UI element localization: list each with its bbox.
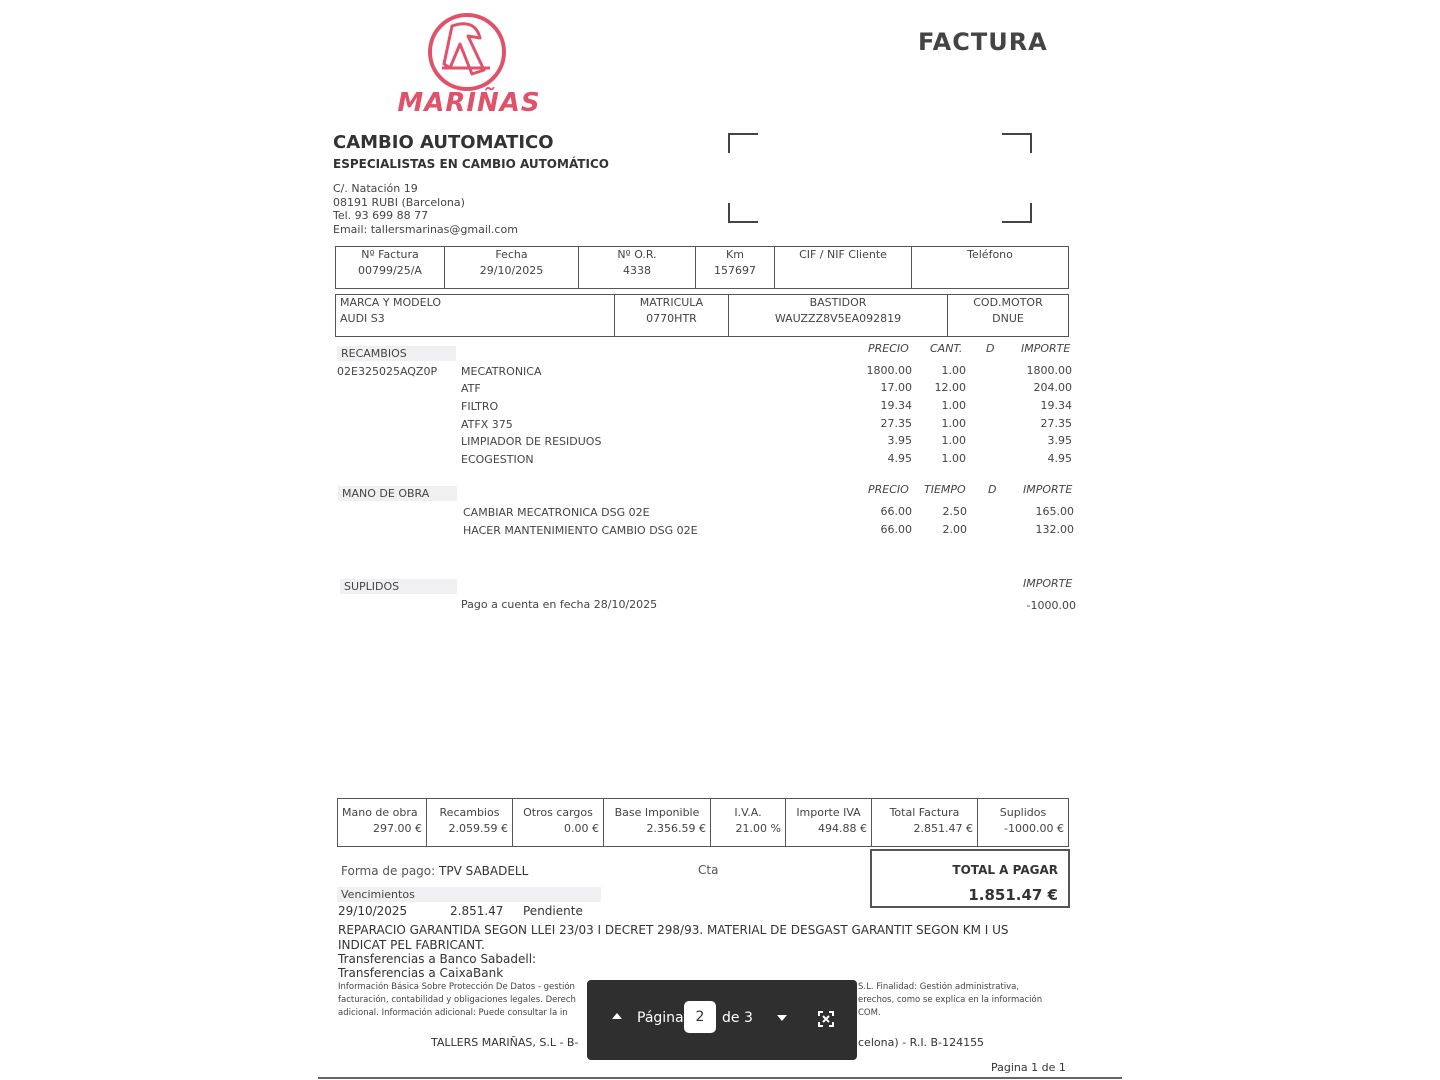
part-desc: MECATRONICA — [461, 365, 542, 378]
header-vin: BASTIDOR — [809, 296, 867, 309]
phone-value — [916, 262, 1064, 279]
labor-desc: HACER MANTENIMIENTO CAMBIO DSG 02E — [463, 524, 698, 537]
document-title: FACTURA — [918, 28, 1048, 56]
part-price: 3.95 — [887, 434, 912, 447]
page-total: de 3 — [722, 1010, 753, 1026]
legal-text: facturación, contabilidad y obligaciones legales. Derech — [338, 995, 576, 1005]
payment-method-row — [341, 864, 528, 878]
totals-table — [337, 798, 1069, 847]
header-invoice-total: Total Factura — [889, 806, 960, 819]
total-other-charges: 0.00 € — [564, 822, 599, 835]
invoice-info-table — [335, 246, 1069, 289]
vat-amount: 494.88 € — [818, 822, 867, 835]
header-or-number: Nº O.R. — [617, 248, 657, 261]
part-desc: ECOGESTION — [461, 453, 534, 466]
payment-method: TPV SABADELL — [439, 864, 529, 878]
legal-text: erechos, como se explica en la información — [858, 995, 1043, 1005]
due-dates-label: Vencimientos — [337, 887, 601, 902]
window-corner-bl — [728, 203, 758, 223]
due-amount: 2.851.47 — [450, 904, 504, 918]
part-qty: 1.00 — [941, 434, 966, 447]
total-to-pay-value: 1.851.47 € — [968, 886, 1058, 904]
header-other-charges: Otros cargos — [523, 806, 593, 819]
part-reference: 02E325025AQZ0P — [337, 365, 438, 378]
part-amount: 4.95 — [1047, 452, 1072, 465]
header-make-model: MARCA Y MODELO — [340, 296, 441, 309]
page-label: Página — [637, 1010, 684, 1026]
total-labor: 297.00 € — [373, 822, 422, 835]
pdf-page-toolbar — [587, 980, 857, 1060]
plate-number: 0770HTR — [646, 312, 697, 325]
part-qty: 1.00 — [941, 364, 966, 377]
address-line: Email: tallersmarinas@gmail.com — [333, 222, 518, 236]
header-plate: MATRICULA — [639, 296, 704, 309]
header-labor: Mano de obra — [342, 806, 418, 819]
due-status: Pendiente — [523, 904, 583, 918]
previous-page-button[interactable] — [609, 1008, 625, 1024]
fullscreen-icon — [817, 1010, 835, 1028]
company-registry: TALLERS MARIÑAS, S.L - B- — [431, 1036, 579, 1049]
address-line: Tel. 93 699 88 77 — [333, 209, 429, 222]
warranty-text: INDICAT PEL FABRICANT. — [338, 938, 485, 952]
company-tagline: ESPECIALISTAS EN CAMBIO AUTOMÁTICO — [333, 157, 609, 171]
transfer-sabadell: Transferencias a Banco Sabadell: — [338, 952, 537, 966]
cif-nif-value — [779, 262, 907, 279]
part-amount: 27.35 — [1040, 417, 1072, 430]
header-vat-amount: Importe IVA — [796, 806, 861, 819]
header-parts: Recambios — [439, 806, 500, 819]
part-desc: ATF — [461, 382, 481, 395]
header-date: Fecha — [495, 248, 528, 261]
or-number: 4338 — [623, 264, 651, 277]
labor-amount: 165.00 — [1035, 505, 1074, 518]
triangle-up-icon — [609, 1008, 625, 1024]
invoice-total: 2.851.47 € — [913, 822, 973, 835]
km-value: 157697 — [714, 264, 756, 277]
section-title-mano-obra: MANO DE OBRA — [338, 486, 457, 501]
next-page-button[interactable] — [774, 1010, 790, 1026]
labor-time: 2.50 — [942, 505, 967, 518]
legal-text: S.L. Finalidad: Gestión administrativa, — [858, 982, 1020, 992]
address-line: C/. Natación 19 — [333, 182, 418, 195]
vin-number: WAUZZZ8V5EA092819 — [774, 312, 902, 325]
part-amount: 3.95 — [1047, 434, 1072, 447]
part-amount: 1800.00 — [1026, 364, 1072, 377]
header-tax-base: Base Imponible — [614, 806, 700, 819]
col-header-amount: IMPORTE — [1021, 342, 1071, 355]
part-qty: 1.00 — [941, 452, 966, 465]
col-header-d: D — [988, 483, 997, 496]
part-price: 19.34 — [880, 399, 912, 412]
header-km: Km — [726, 248, 744, 261]
part-price: 27.35 — [880, 417, 912, 430]
col-header-qty: CANT. — [930, 342, 963, 355]
labor-price: 66.00 — [880, 505, 912, 518]
part-amount: 204.00 — [1033, 381, 1072, 394]
invoice-number: 00799/25/A — [358, 264, 422, 277]
total-suplidos: -1000.00 € — [1004, 822, 1064, 835]
part-desc: FILTRO — [461, 400, 499, 413]
warranty-text: REPARACIO GARANTIDA SEGON LLEI 23/03 I DECRET 298/93. MATERIAL DE DESGAST GARANTIT SEGON KM I US — [338, 923, 1009, 937]
transfer-caixabank: Transferencias a CaixaBank — [338, 966, 504, 980]
col-header-price: PRECIO — [868, 483, 909, 496]
vat-rate: 21.00 % — [735, 822, 781, 835]
header-vat-rate: I.V.A. — [734, 806, 762, 819]
labor-time: 2.00 — [942, 523, 967, 536]
window-corner-br — [1002, 203, 1032, 223]
window-corner-tl — [728, 133, 758, 153]
payment-label: Forma de pago: — [341, 864, 436, 878]
invoice-date: 29/10/2025 — [479, 264, 544, 277]
fullscreen-button[interactable] — [817, 1010, 835, 1028]
page-count: Pagina 1 de 1 — [991, 1061, 1066, 1074]
page-edge — [318, 1077, 1122, 1079]
part-qty: 1.00 — [941, 399, 966, 412]
total-to-pay-label: TOTAL A PAGAR — [952, 863, 1058, 877]
total-tax-base: 2.356.59 € — [646, 822, 706, 835]
address-line: 08191 RUBI (Barcelona) — [333, 195, 465, 209]
make-model: AUDI S3 — [340, 312, 385, 325]
header-engine-code: COD.MOTOR — [973, 296, 1043, 309]
part-amount: 19.34 — [1040, 399, 1072, 412]
part-price: 17.00 — [880, 381, 912, 394]
company-registry: celona) - R.I. B-124155 — [858, 1036, 985, 1049]
legal-text: Información Básica Sobre Protección De Datos - gestión — [338, 982, 575, 992]
triangle-down-icon — [774, 1010, 790, 1026]
window-corner-tr — [1002, 133, 1032, 153]
header-suplidos: Suplidos — [999, 806, 1047, 819]
part-desc: LIMPIADOR DE RESIDUOS — [461, 435, 602, 448]
current-page-input[interactable]: 2 — [684, 1001, 716, 1033]
col-header-d: D — [986, 342, 995, 355]
total-to-pay-box — [870, 849, 1070, 908]
account-label: Cta — [698, 863, 719, 877]
suplido-desc: Pago a cuenta en fecha 28/10/2025 — [461, 598, 658, 611]
labor-amount: 132.00 — [1035, 523, 1074, 536]
brand-name: MARIÑAS — [397, 88, 541, 118]
part-qty: 12.00 — [934, 381, 966, 394]
labor-desc: CAMBIAR MECATRONICA DSG 02E — [463, 506, 650, 519]
total-parts: 2.059.59 € — [448, 822, 508, 835]
part-price: 4.95 — [887, 452, 912, 465]
col-header-amount: IMPORTE — [1023, 577, 1073, 590]
legal-text: COM. — [858, 1008, 881, 1018]
company-address — [333, 182, 518, 236]
due-date: 29/10/2025 — [338, 904, 408, 918]
legal-text: adicional. Información adicional: Puede consultar la in — [338, 1008, 568, 1018]
col-header-time: TIEMPO — [924, 483, 966, 496]
engine-code: DNUE — [992, 312, 1024, 325]
col-header-amount: IMPORTE — [1023, 483, 1073, 496]
company-name: CAMBIO AUTOMATICO — [333, 132, 554, 153]
section-title-recambios: RECAMBIOS — [337, 346, 456, 361]
part-desc: ATFX 375 — [461, 418, 513, 431]
part-price: 1800.00 — [866, 364, 912, 377]
header-phone: Teléfono — [967, 248, 1013, 261]
col-header-price: PRECIO — [868, 342, 909, 355]
part-qty: 1.00 — [941, 417, 966, 430]
vehicle-table — [335, 294, 1069, 337]
suplido-amount: -1000.00 — [1026, 599, 1076, 612]
labor-price: 66.00 — [880, 523, 912, 536]
section-title-suplidos: SUPLIDOS — [340, 579, 457, 594]
header-invoice-number: Nº Factura — [361, 248, 419, 261]
header-cif-nif: CIF / NIF Cliente — [799, 248, 887, 261]
